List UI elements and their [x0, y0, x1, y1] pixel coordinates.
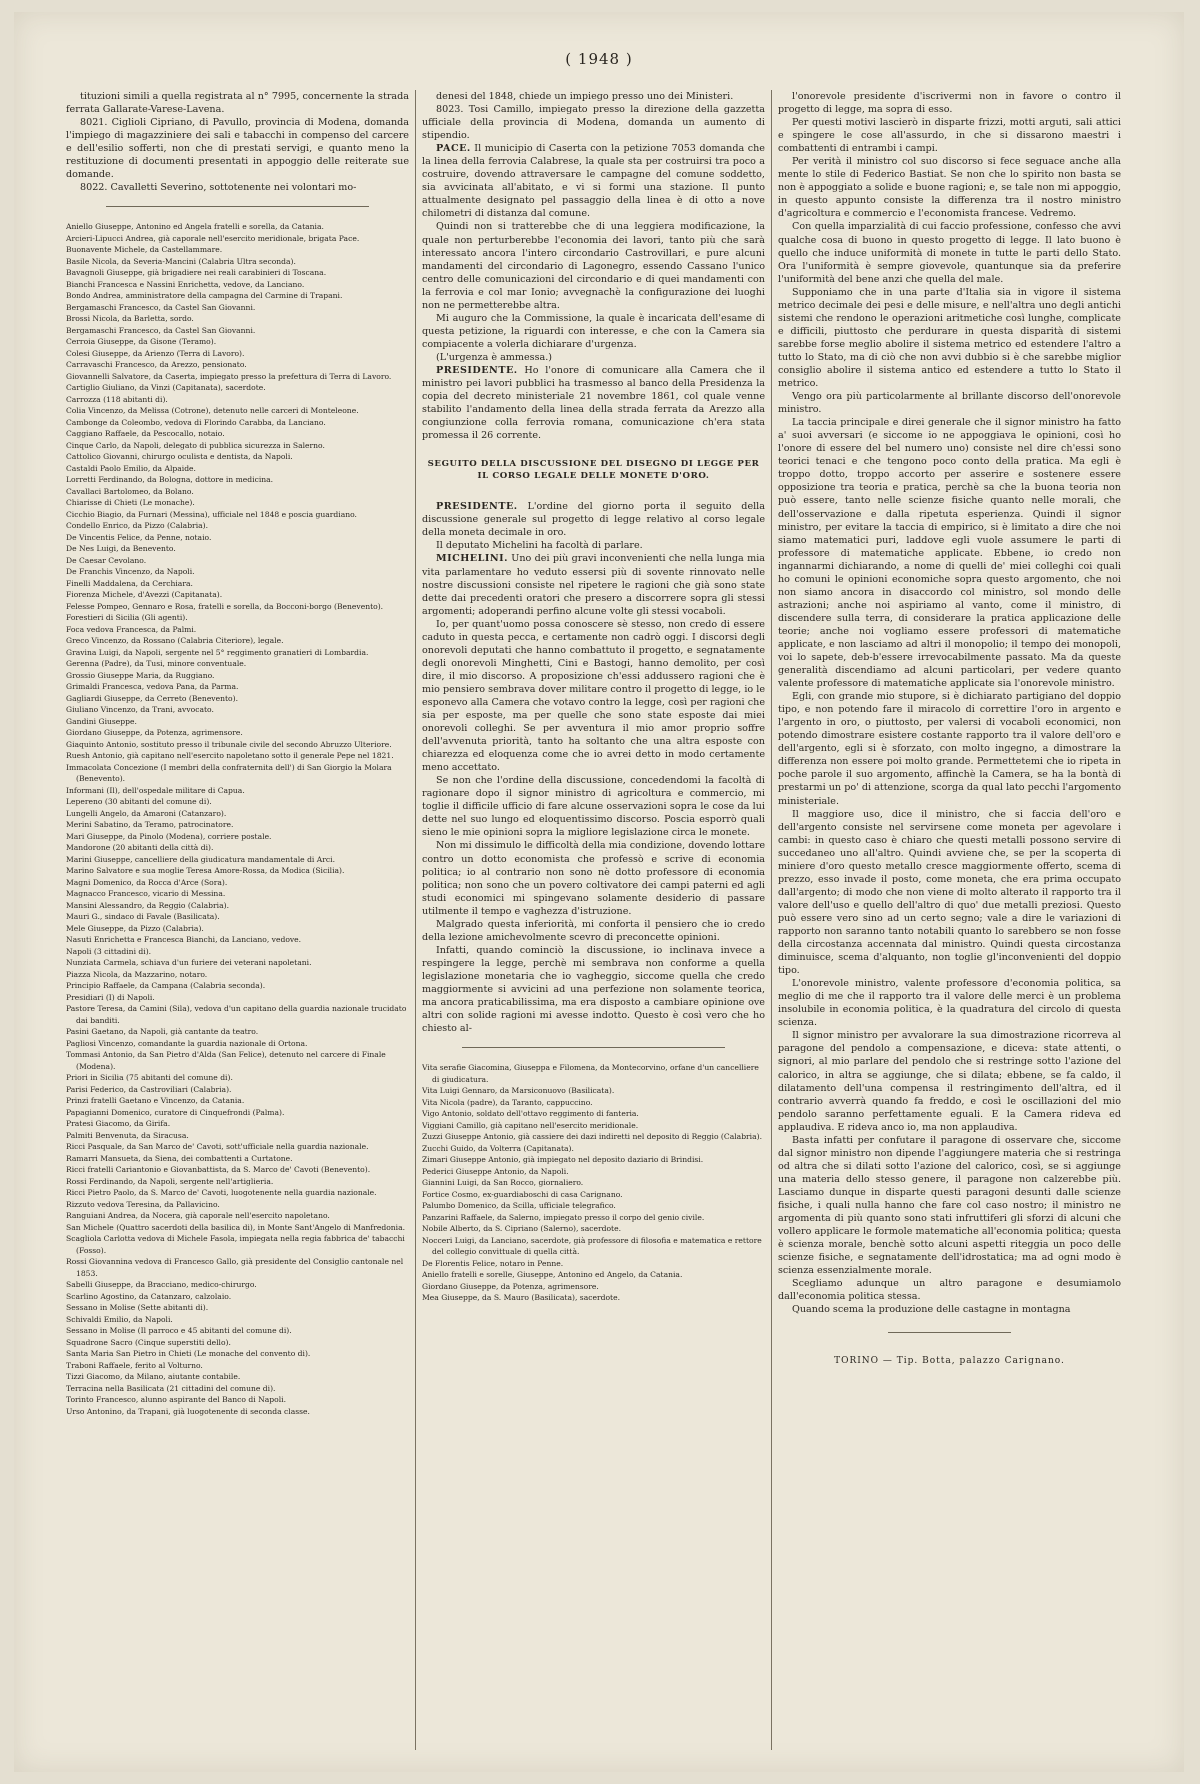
list-item: Cerroia Giuseppe, da Gisone (Teramo). [66, 337, 217, 347]
list-item: Giaquinto Antonio, sostituto presso il tribunale civile del secondo Abruzzo Ulteriore. [66, 739, 392, 749]
speaker-label: PACE. [436, 143, 471, 155]
list-item: Colia Vincenzo, da Melissa (Cotrone), detenuto nelle carceri di Monteleone. [66, 406, 359, 416]
list-item: Finelli Maddalena, da Cerchiara. [66, 578, 193, 588]
list-item: Informani (Il), dell'ospedale militare di Capua. [66, 785, 245, 795]
list-item: Scarlino Agostino, da Catanzaro, calzolaio. [66, 1291, 232, 1301]
list-item: Giovannelli Salvatore, da Caserta, impiegato presso la prefettura di Terra di Lavoro. [66, 371, 392, 381]
list-item: Tizzi Giacomo, da Milano, aiutante contabile. [66, 1372, 241, 1382]
list-item: Sessano in Molise (Sette abitanti di). [66, 1303, 209, 1313]
list-item: Giannini Luigi, da San Rocco, giornaliero. [422, 1178, 584, 1188]
list-item: Principio Raffaele, da Campana (Calabria seconda). [66, 981, 266, 991]
list-item: Mansini Alessandro, da Reggio (Calabria). [66, 900, 229, 910]
list-item: Ranguiani Andrea, da Nocera, già caporale nell'esercito napoletano. [66, 1211, 330, 1221]
paragraph: 8021. Ciglioli Cipriano, di Pavullo, provincia di Modena, domanda l'impiego di magazziniere dei sali e tabacchi in compenso del carcere e dell'esilio sofferti, non che di prestati servigi, e quanto meno la restituzione di documenti presentati in appoggio delle reiterate sue domande. [66, 117, 409, 181]
list-item: Fiorenza Michele, d'Avezzi (Capitanata). [66, 590, 223, 600]
list-item: Pederici Giuseppe Antonio, da Napoli. [422, 1166, 569, 1176]
speaker-label: MICHELINI. [436, 553, 508, 565]
list-item: Arcieri-Lipucci Andrea, già caporale nell'esercito meridionale, brigata Pace. [66, 233, 360, 243]
speech-continuation [778, 90, 1121, 1316]
paragraph: 8023. Tosi Camillo, impiegato presso la direzione della gazzetta ufficiale della provincia di Modena, domanda un aumento di stipendio. [422, 104, 765, 142]
list-item: Pratesi Giacomo, da Girifa. [66, 1119, 171, 1129]
list-item: Mauri G., sindaco di Favale (Basilicata). [66, 912, 220, 922]
list-item: Papagianni Domenico, curatore di Cinquefrondi (Palma). [66, 1107, 285, 1117]
speech-text: L'ordine del giorno porta il seguito della discussione generale sul progetto di legge relativo al corso legale della moneta decimale in oro. [422, 501, 765, 539]
column-center [422, 90, 765, 1770]
list-item: Cavallaci Bartolomeo, da Bolano. [66, 486, 194, 496]
list-item: l'onorevole presidente d'iscrivermi non in favore o contro il progetto di legge, ma sopra di esso. [778, 91, 1121, 116]
paragraph: tituzioni simili a quella registrata al n° 7995, concernente la strada ferrata Gallarate-Varese-Lavena. [66, 91, 409, 116]
list-item: Scagliola Carlotta vedova di Michele Fasola, impiegata nella regia fabbrica de' tabacchi (Fosso). [66, 1234, 405, 1255]
list-item: Caggiano Raffaele, da Pescocallo, notaio. [66, 429, 225, 439]
list-item: Sabelli Giuseppe, da Bracciano, medico-chirurgo. [66, 1280, 257, 1290]
list-item: Lepereno (30 abitanti del comune di). [66, 797, 212, 807]
list-item: Giuliano Vincenzo, da Trani, avvocato. [66, 705, 214, 715]
paragraph: Mi auguro che la Commissione, la quale è incaricata dell'esame di questa petizione, la riguardi con interesse, e che con la Camera sia compiacente a volerla dichiarare d'urgenza. [422, 312, 765, 350]
paragraph: 8022. Cavalletti Severino, sottotenente nei volontari mo- [80, 182, 357, 194]
list-item: Bergamaschi Francesco, da Castel San Giovanni. [66, 325, 256, 335]
list-item: Mea Giuseppe, da S. Mauro (Basilicata), sacerdote. [422, 1293, 620, 1303]
list-item: Palumbo Domenico, da Scilla, ufficiale telegrafico. [422, 1201, 616, 1211]
list-item: Cinque Carlo, da Napoli, delegato di pubblica sicurezza in Salerno. [66, 440, 325, 450]
list-item: Magni Domenico, da Rocca d'Arce (Sora). [66, 877, 228, 887]
paragraph: Quindi non si tratterebbe che di una leggiera modificazione, la quale non perturberebbe l'economia dei lavori, tanto più che sarà interessato ancora l'intero circondario Castrovillari, e pure alcuni mandamenti del circondario di Lagonegro, essendo Cassano l'unico centro delle comunicazioni del circondario e di quei mandamenti con la ferrovia e col mar Ionio; avvegnachè la configurazione dei luoghi non ne permetterebbe altra. [422, 221, 765, 311]
list-item: Zimari Giuseppe Antonio, già impiegato nel deposito daziario di Brindisi. [422, 1155, 704, 1165]
list-item: Parisi Federico, da Castroviliari (Calabria). [66, 1084, 232, 1094]
list-item: Grimaldi Francesca, vedova Pana, da Parma. [66, 682, 239, 692]
list-item: Per verità il ministro col suo discorso si fece seguace anche alla mente lo stile di Federico Bastiat. Se non che lo spirito non basta se non è appoggiato a solide e buone ragioni; e, se tale non mi appoggio, in questo appunto consiste la differenza tra il nostro ministro d'agricoltura e commercio e l'economista francese. Vedremo. [778, 156, 1121, 220]
section-rule [888, 1332, 1011, 1333]
list-item: Bondo Andrea, amministratore della campagna del Carmine di Trapani. [66, 291, 343, 301]
list-item: Condello Enrico, da Pizzo (Calabria). [66, 521, 209, 531]
list-item: De Vincentis Felice, da Penne, notaio. [66, 532, 212, 542]
list-item: Pastore Teresa, da Camini (Sila), vedova d'un capitano della guardia nazionale trucidato dai banditi. [66, 1004, 407, 1025]
list-item: Bergamaschi Francesco, da Castel San Giovanni. [66, 302, 256, 312]
list-item: Gerenna (Padre), da Tusi, minore conventuale. [66, 659, 247, 669]
list-item: Grossio Giuseppe Maria, da Ruggiano. [66, 670, 215, 680]
list-item: Mari Giuseppe, da Pinolo (Modena), corriere postale. [66, 831, 272, 841]
list-item: Schivaldi Emilio, da Napoli. [66, 1314, 173, 1324]
speech-text: Il municipio di Caserta con la petizione 7053 domanda che la linea della ferrovia Calabrese, la quale sta per costruirsi tra poco a costruire, dovendo attraversare le campagne del comune soddetto, sia avvicinata all'abitato, e vi si formi una stazione. Il punto attualmente designato pel passaggio della linea è di otto a nove chilometri di distanza dal comune. [422, 143, 765, 220]
list-item: Zucchi Guido, da Volterra (Capitanata). [422, 1143, 574, 1153]
paragraph: Se non che l'ordine della discussione, concedendomi la facoltà di ragionare dopo il signor ministro di agricoltura e commercio, mi toglie il difficile ufficio di fare alcune osservazioni sopra le cose da lui dette nel suo lungo ed eloquentissimo discorso. Poscia esporrò quali sieno le mie opinioni sopra la migliore legislazione circa le monete. [422, 775, 765, 839]
list-item: Vita serafie Giacomina, Giuseppa e Filomena, da Montecorvino, orfane d'un cancelliere di giudicatura. [422, 1063, 759, 1084]
list-item: Rizzuto vedova Teresina, da Pallavicino. [66, 1199, 220, 1209]
list-item: Fortice Cosmo, ex-guardiaboschi di casa Carignano. [422, 1189, 623, 1199]
speech-text: Uno dei più gravi inconvenienti che nella lunga mia vita parlamentare ho veduto essersi più di sovente rinnovato nelle nostre discussioni consiste nel ripetere le ragioni che già sono state dette dai precedenti oratori che presero a discorrere sopra gli stessi argomenti; adoperandi perfino alcune volte gli stessi vocaboli. [422, 553, 765, 617]
list-item: Vigo Antonio, soldato dell'ottavo reggimento di fanteria. [422, 1109, 639, 1119]
list-item: Panzarini Raffaele, da Salerno, impiegato presso il corpo del genio civile. [422, 1212, 705, 1222]
list-item: Giordano Giuseppe, da Potenza, agrimensore. [66, 728, 243, 738]
pace-paragraph [422, 142, 765, 220]
list-item: Bavagnoli Giuseppe, già brigadiere nei reali carabinieri di Toscana. [66, 268, 327, 278]
petitioners-list [66, 221, 409, 1417]
list-item: Egli, con grande mio stupore, si è dichiarato partigiano del doppio tipo, e non potendo fare il miracolo di correttire l'oro in argento e l'argento in oro, o piuttosto, per valersi di vocaboli economici, non potendo dimostrare esistere costante rapporto tra il valore dell'oro e dell'argento, egli si è sforzato, con molto ingegno, a dimostrare la differenza non essere poi molto grande. Permettetemi che io ripeta in poche parole il suo argomento, affinchè la Camera, se ha la bontà di prestarmi un po' di attenzione, scorga da qual lato pecchi l'argomento ministeriale. [778, 691, 1121, 807]
list-item: Cambonge da Coleombo, vedova di Florindo Carabba, da Lanciano. [66, 417, 326, 427]
paragraph: Io, per quant'uomo possa conoscere sè stesso, non credo di essere caduto in questa pecca, e certamente non cadrò oggi. I discorsi degli onorevoli deputati che hanno combattuto il progetto, e segnatamente degli onorevoli Minghetti, Cini e Bastogi, hanno demolito, per così dire, il mio discorso. A proposizione ch'essi addussero ragioni che è mio pensiero sembrava dover militare contro il progetto di legge, io le esponevo alla Camera che votavo contro la legge, così per ragioni che sia per esposte, ma per quelle che sono state esposte dai miei onorevoli colleghi. Se per avventura il mio amor proprio soffre dell'avvenuta priorità, tanto ha soltanto che una altra esposte con chiarezza ed eloquenza come che io avrei detto in modo certamente meno accettato. [422, 618, 765, 774]
page-number: ( 1948 ) [565, 50, 633, 68]
list-item: Santa Maria San Pietro in Chieti (Le monache del convento di). [66, 1349, 311, 1359]
list-item: Chiarisse di Chieti (Le monache). [66, 498, 195, 508]
list-item: Giordano Giuseppe, da Potenza, agrimensore. [422, 1281, 599, 1291]
list-item: Rossi Giovannina vedova di Francesco Gallo, già presidente del Consiglio cantonale nel 1853. [66, 1257, 404, 1278]
list-item: Colesi Giuseppe, da Arienzo (Terra di Lavoro). [66, 348, 245, 358]
column-divider [771, 90, 772, 1750]
list-item: Lorretti Ferdinando, da Bologna, dottore in medicina. [66, 475, 274, 485]
list-item: Ricci Pasquale, da San Marco de' Cavoti, sott'ufficiale nella guardia nazionale. [66, 1142, 369, 1152]
list-item: Nocceri Luigi, da Lanciano, sacerdote, già professore di filosofia e matematica e rettore del collegio convittuale di quella città. [422, 1235, 762, 1257]
list-item: Gandini Giuseppe. [66, 716, 137, 726]
list-item: Priori in Sicilia (75 abitanti del comune di). [66, 1073, 233, 1083]
list-item: Supponiamo che in una parte d'Italia sia in vigore il sistema metrico decimale dei pesi e delle misure, e nell'altra uno degli antichi sistemi che rendono le operazioni aritmetiche così lunghe, complicate e difficili, piuttosto che perdurare in questa disparità di sistemi sarebbe forse meglio abolire il sistema metrico ed estendere l'altro a tutto lo Stato, ma di ciò che non avvi dubbio si è che sarebbe miglior consiglio abolire il sistema antico ed estendere a tutto lo Stato il metrico. [778, 286, 1121, 390]
list-item: Torinto Francesco, alunno aspirante del Banco di Napoli. [66, 1395, 286, 1405]
list-item: De Nes Luigi, da Benevento. [66, 544, 176, 554]
list-item: Carravaschi Francesco, da Arezzo, pensionato. [66, 360, 247, 370]
list-item: Il signor ministro per avvalorare la sua dimostrazione ricorreva al paragone del pendolo a compensazione, e diceva: state attenti, o signori, al mio parlare del pendolo che si restringe sotto l'azione del calorico, in altra se aggiunge, che si dilata; ebbene, se fa caldo, il dilatamento dell'una compensa il restringimento dell'altra, ed il contrario avverrà quando fa freddo, e così le oscillazioni del mio pendolo saranno perfettamente eguali. E la Camera rideva ed applaudiva. E rideva anco io, ma non applaudiva. [778, 1030, 1121, 1133]
list-item: Brossi Nicola, da Barletta, sordo. [66, 314, 194, 324]
list-item: Vengo ora più particolarmente al brillante discorso dell'onorevole ministro. [778, 391, 1121, 416]
list-item: Greco Vincenzo, da Rossano (Calabria Citeriore), legale. [66, 636, 284, 646]
presidente-paragraph [422, 500, 765, 539]
list-item: Zuzzi Giuseppe Antonio, già cassiere dei dazi indiretti nel deposito di Reggio (Calabria). [422, 1132, 763, 1142]
list-item: Aniello Giuseppe, Antonino ed Angela fratelli e sorella, da Catania. [66, 222, 324, 232]
list-item: Merini Sabatino, da Teramo, patrocinatore. [66, 820, 234, 830]
list-item: Vita Luigi Gennaro, da Marsiconuovo (Basilicata). [422, 1086, 615, 1096]
paragraph: denesi del 1848, chiede un impiego presso uno dei Ministeri. [436, 91, 734, 102]
list-item: Il maggiore uso, dice il ministro, che si faccia dell'oro e dell'argento consiste nel servirsene come moneta per agevolare i cambi: in questo caso è chiaro che questi metalli possono servire di succedaneo uno all'altro. Quindi avviene che, se per la scoperta di miniere d'oro questo metallo cresce maggiormente offerto, scema di prezzo, esso invade il posto, come moneta, che era prima occupato dall'argento; di modo che non viene di molto alterato il rapporto tra il valore dell'uso e quello dell'altro di quo' due metalli preziosi. Questo può essere vero sino ad un certo segno; vale a dire le variazioni di rapporto non saranno tanto notabili quanto lo sarebbero se non fosse della circostanza accennata dal ministro. Quindi questa circostanza diminuisce, scema d'alquanto, non toglie gl'inconvenienti del doppio tipo. [778, 808, 1121, 977]
list-item: Gravina Luigi, da Napoli, sergente nel 5° reggimento granatieri di Lombardia. [66, 647, 369, 657]
paragraph: Il deputato Michelini ha facoltà di parlare. [436, 540, 643, 552]
list-item: Presidiari (I) di Napoli. [66, 992, 155, 1002]
column-left [66, 90, 409, 1770]
list-item: Aniello fratelli e sorelle, Giuseppe, Antonino ed Angelo, da Catania. [422, 1270, 683, 1280]
list-item: Viggiani Camillo, già capitano nell'esercito meridionale. [422, 1120, 639, 1130]
list-item: Ricci Pietro Paolo, da S. Marco de' Cavoti, luogotenente nella guardia nazionale. [66, 1188, 377, 1198]
list-item: Mandorone (20 abitanti della città di). [66, 843, 214, 853]
list-item: L'onorevole ministro, valente professore d'economia politica, sa meglio di me che il rapporto tra il valore delle merci è un problema insolubile in economia politica, è la quadratura del circolo di questa scienza. [778, 978, 1121, 1029]
list-item: Traboni Raffaele, ferito al Volturno. [66, 1360, 203, 1370]
speaker-label: PRESIDENTE. [436, 364, 518, 376]
paragraph: Infatti, quando cominciò la discussione, io inclinava invece a respingere la legge, perchè mi sembrava non conforme a quella legislazione monetaria che io vagheggio, siccome quella che credo maggiormente si avvicini ad una perfezione non solamente teorica, ma ancora praticabilissima, ma era disposto a cambiare opinione ove altri con solide ragioni mi avesse indotto. Questo è così vero che ho chiesto al- [422, 944, 765, 1035]
list-item: Sessano in Molise (Il parroco e 45 abitanti del comune di). [66, 1326, 292, 1336]
column-right [778, 90, 1121, 1770]
printer-imprint: TORINO — Tip. Botta, palazzo Carignano. [834, 1356, 1065, 1367]
list-item: Ramarri Mansueta, da Siena, dei combattenti a Curtatone. [66, 1153, 293, 1163]
paragraph: Malgrado questa inferiorità, mi conforta il pensiero che io credo della lezione amichevolmente scevro di preconcette opinioni. [422, 918, 765, 943]
list-item: Ruesh Antonio, già capitano nell'esercito napoletano sotto il generale Pepe nel 1821. [66, 751, 394, 761]
paragraph: (L'urgenza è ammessa.) [436, 351, 553, 363]
list-item: La taccia principale e direi generale che il signor ministro ha fatto a' suoi avversari (e siccome io ne appoggiava le opinioni, così ho l'onore di essere del bel numero uno) consiste nel dire ch'essi sono teorici tenaci e che tengono poco conto della pratica. Ma egli è troppo dotto, troppo accorto per asserire e sostenere essere opposizione tra teoria e pratica, perchè sa che la buona teoria non può essere, tanto nelle scienze fisiche quanto nelle morali, che dell'osservazione e dalla ripetuta esperienza. Quindi il signor ministro, per evitare la taccia di empirico, si è limitato a dire che noi siamo matematici puri, laddove egli vuole assumere le parti di professore di matematiche applicate. Ebbene, io credo non ingannarmi dichiarando, a nome di quelli de' miei colleghi coi quali ho comuni le opinioni economiche sopra questo argomento, che noi non siamo ancora in disaccordo col ministro, sol mondo delle astrazioni; anche noi aspiriamo al vanto, come il ministro, di discendere sulla terra, di considerare la pratica applicazione delle teorie; anche noi vogliamo essere professori di matematiche applicate, e non lasciamo ad altri il monopolio; il tempo dei monopoli, voi lo sapete, deb-b'essere irrevocabilmente passato. Ma da queste generalità discendiamo ad alcuni particolari, per vedere quanto valente professore di matematiche applicate sia l'onorevole ministro. [778, 417, 1121, 690]
list-item: Per questi motivi lascierò in disparte frizzi, motti arguti, sali attici e spingere le cose all'assurdo, in che si dissarono maestri i combattenti di entrambi i campi. [778, 117, 1121, 155]
list-item: Ricci fratelli Cariantonio e Giovanbattista, da S. Marco de' Cavoti (Benevento). [66, 1165, 371, 1175]
list-item: Nobile Alberto, da S. Cipriano (Salerno), sacerdote. [422, 1224, 622, 1234]
presidente-paragraph [422, 364, 765, 442]
list-item: Tommasi Antonio, da San Pietro d'Alda (San Felice), detenuto nel carcere di Finale (Modena). [66, 1050, 386, 1071]
list-item: Castaldi Paolo Emilio, da Alpaide. [66, 463, 196, 473]
list-item: Squadrone Sacro (Cinque superstiti dello). [66, 1337, 231, 1347]
list-item: Scegliamo adunque un altro paragone e desumiamolo dall'economia politica stessa. [778, 1278, 1121, 1303]
newspaper-page [14, 12, 1184, 1772]
list-item: Napoli (3 cittadini di). [66, 946, 152, 956]
column-divider [415, 90, 416, 1750]
speaker-label: PRESIDENTE. [436, 501, 518, 513]
footnote-list [422, 1062, 765, 1304]
list-item: De Caesar Cevolano. [66, 555, 147, 565]
list-item: Mele Giuseppe, da Pizzo (Calabria). [66, 923, 204, 933]
speech-text: Ho l'onore di comunicare alla Camera che il ministro pei lavori pubblici ha trasmesso al banco della Presidenza la copia del decreto ministeriale 21 novembre 1861, col quale venne stabilito l'andamento della linea della strada ferrata da Arezzo alla congiunzione colla ferrovia romana, comunicazione ch'era stata promessa il 26 corrente. [422, 364, 765, 442]
list-item: Cartiglio Giuliano, da Vinzi (Capitanata), sacerdote. [66, 383, 266, 393]
list-item: Con quella imparzialità di cui faccio professione, confesso che avvi qualche cosa di buono in questo progetto di legge. Il lato buono è quello che induce uniformità di monete in tutte le parti dello Stato. Ora l'uniformità è sempre giovevole, quantunque sia da preferire l'uniformità del bene anzi che quella del male. [778, 221, 1121, 285]
list-item: Prinzi fratelli Gaetano e Vincenzo, da Catania. [66, 1096, 245, 1106]
list-item: Cicchio Biagio, da Furnari (Messina), ufficiale nel 1848 e poscia guardiano. [66, 509, 357, 519]
list-item: Terracina nella Basilicata (21 cittadini del comune di). [66, 1383, 276, 1393]
list-item: Rossi Ferdinando, da Napoli, sergente nell'artiglieria. [66, 1176, 274, 1186]
list-item: Lungelli Angelo, da Amaroni (Catanzaro). [66, 808, 227, 818]
list-item: Nunziata Carmela, schiava d'un furiere dei veterani napoletani. [66, 958, 312, 968]
list-item: Marino Salvatore e sua moglie Teresa Amore-Rossa, da Modica (Sicilia). [66, 866, 345, 876]
section-heading: SEGUITO DELLA DISCUSSIONE DEL DISEGNO DI LEGGE PER IL CORSO LEGALE DELLE MONETE D'ORO. [427, 459, 760, 482]
michelini-paragraph [422, 552, 765, 617]
list-item: Foca vedova Francesca, da Palmi. [66, 624, 197, 634]
list-item: Basta infatti per confutare il paragone di osservare che, siccome dal signor ministro non dipende l'aggiungere materia che si restringa od altra che si dilati sotto l'azione del calorico, così, se si aggiunge una materia dello stesso genere, il paragone non calzerebbe più. Lasciamo dunque in disparte questi paragoni desunti dalle scienze fisiche, i quali nulla hanno che fare col caso nostro; il ministro ne argomenta di più quanto sono stati infruttiferi gli sforzi di alcuni che vollero applicare le formole matematiche all'economia politica; questa è scienza morale, benchè sotto alcuni aspetti riteggia un poco delle scienze fisiche, e segnatamente dell'idrostatica; ma ad ogni modo è scienza essenzialmente morale. [778, 1134, 1121, 1277]
list-item: Forestieri di Sicilia (Gli agenti). [66, 613, 188, 623]
list-item: Buonavente Michele, da Castellammare. [66, 245, 223, 255]
list-item: Quando scema la produzione delle castagne in montagna [792, 1304, 1071, 1316]
list-item: Basile Nicola, da Severia-Mancini (Calabria Ultra seconda). [66, 256, 296, 266]
list-item: Immacolata Concezione (I membri della confraternita dell') di San Giorgio la Molara (Benevento). [66, 762, 392, 784]
list-item: Urso Antonino, da Trapani, già luogotenente di seconda classe. [66, 1406, 310, 1416]
list-item: Gagliardi Giuseppe, da Cerreto (Benevento). [66, 693, 238, 703]
list-item: Carrozza (118 abitanti di). [66, 394, 168, 404]
list-item: Marini Giuseppe, cancelliere della giudicatura mandamentale di Arci. [66, 854, 335, 864]
list-item: De Florentis Felice, notaro in Penne. [422, 1258, 564, 1268]
list-item: Pagliosi Vincenzo, comandante la guardia nazionale di Ortona. [66, 1038, 308, 1048]
list-item: Nasuti Enrichetta e Francesca Bianchi, da Lanciano, vedove. [66, 935, 302, 945]
petitions-text [66, 90, 409, 194]
list-item: Palmiti Benvenuta, da Siracusa. [66, 1130, 189, 1140]
list-item: Magnacco Francesco, vicario di Messina. [66, 889, 226, 899]
list-item: Felesse Pompeo, Gennaro e Rosa, fratelli e sorella, da Bocconi-borgo (Benevento). [66, 601, 384, 611]
list-item: Cattolico Giovanni, chirurgo oculista e dentista, da Napoli. [66, 452, 293, 462]
list-item: Vita Nicola (padre), da Taranto, cappuccino. [422, 1097, 593, 1107]
list-item: De Franchis Vincenzo, da Napoli. [66, 567, 195, 577]
list-item: Pasini Gaetano, da Napoli, già cantante da teatro. [66, 1027, 259, 1037]
list-item: Bianchi Francesca e Nassini Enrichetta, vedove, da Lanciano. [66, 279, 305, 289]
section-rule [106, 206, 369, 207]
list-item: San Michele (Quattro sacerdoti della basilica di), in Monte Sant'Angelo di Manfredonia. [66, 1222, 406, 1232]
list-item: Piazza Nicola, da Mazzarino, notaro. [66, 969, 208, 979]
section-rule [462, 1047, 725, 1048]
paragraph: Non mi dissimulo le difficoltà della mia condizione, dovendo lottare contro un dotto economista che professò e scrive di economia politica; io al contrario non sono nè dotto professore di economia politica; non sono che un povero coltivatore dei campi paterni ed agli studi economici mi spingevano solamente desiderio di passare utilmente il tempo e vaghezza d'istruzione. [422, 840, 765, 917]
